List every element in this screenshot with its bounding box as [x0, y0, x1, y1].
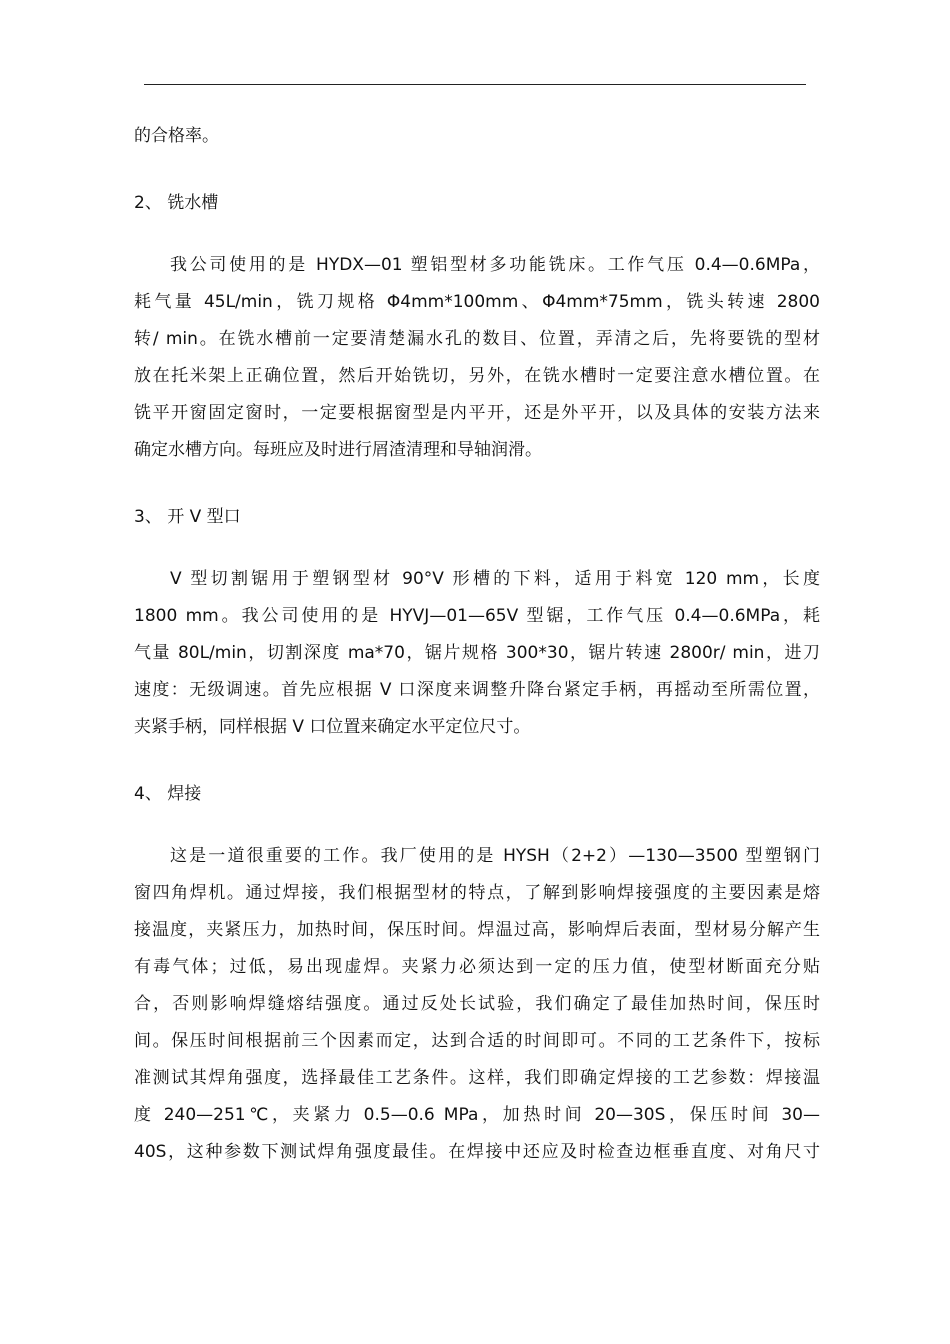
paragraph-line: 1800 mm。我公司使用的是 HYVJ—01—65V 型锯，工作气压 0.4—0.6MPa，耗	[134, 606, 820, 626]
intro-line: 的合格率。	[134, 126, 219, 146]
paragraph-line: 40S，这种参数下测试焊角强度最佳。在焊接中还应及时检查边框垂直度、对角尺寸	[134, 1142, 820, 1162]
section-4-heading: 4、 焊接	[134, 784, 202, 804]
paragraph-line: 窗四角焊机。通过焊接，我们根据型材的特点，了解到影响焊接强度的主要因素是熔	[134, 883, 820, 903]
paragraph-line: 速度：无级调速。首先应根据 V 口深度来调整升降台紧定手柄，再摇动至所需位置，	[134, 680, 820, 700]
paragraph-line: 间。保压时间根据前三个因素而定，达到合适的时间即可。不同的工艺条件下，按标	[134, 1031, 820, 1051]
paragraph-line: 夹紧手柄，同样根据 V 口位置来确定水平定位尺寸。	[134, 717, 531, 737]
paragraph-line: 铣平开窗固定窗时，一定要根据窗型是内平开，还是外平开，以及具体的安装方法来	[134, 403, 820, 423]
section-2-paragraph	[134, 247, 820, 469]
paragraph-line: 放在托米架上正确位置，然后开始铣切，另外，在铣水槽时一定要注意水槽位置。在	[134, 366, 820, 386]
header-rule	[144, 84, 806, 85]
paragraph-line: 这是一道很重要的工作。我厂使用的是 HYSH（2+2）—130—3500 型塑钢门	[170, 846, 820, 866]
paragraph-line: 接温度，夹紧压力，加热时间，保压时间。焊温过高，影响焊后表面，型材易分解产生	[134, 920, 820, 940]
paragraph-line: 耗气量 45L/min，铣刀规格 Φ4mm*100mm、Φ4mm*75mm，铣头转速 2800	[134, 292, 820, 312]
paragraph-line: 度 240—251℃，夹紧力 0.5—0.6 MPa，加热时间 20—30S，保压时间 30—	[134, 1105, 820, 1125]
paragraph-line: 气量 80L/min，切割深度 ma*70，锯片规格 300*30，锯片转速 2800r/ min，进刀	[134, 643, 820, 663]
document-body	[134, 118, 820, 1171]
paragraph-line: 合，否则影响焊缝熔结强度。通过反处长试验，我们确定了最佳加热时间，保压时	[134, 994, 820, 1014]
paragraph-line: 确定水槽方向。每班应及时进行屑渣清理和导轴润滑。	[134, 440, 542, 460]
paragraph-line: 转/ min。在铣水槽前一定要清楚漏水孔的数目、位置，弄清之后，先将要铣的型材	[134, 329, 820, 349]
section-3-heading: 3、 开 V 型口	[134, 507, 241, 527]
section-3-paragraph	[134, 561, 820, 746]
section-2-heading: 2、 铣水槽	[134, 193, 219, 213]
paragraph-line: 我公司使用的是 HYDX—01 塑铝型材多功能铣床。工作气压 0.4—0.6MPa，	[170, 255, 820, 275]
paragraph-line: V 型切割锯用于塑钢型材 90°V 形槽的下料，适用于料宽 120 mm，长度	[170, 569, 820, 589]
paragraph-line: 准测试其焊角强度，选择最佳工艺条件。这样，我们即确定焊接的工艺参数：焊接温	[134, 1068, 820, 1088]
section-4-paragraph	[134, 838, 820, 1171]
paragraph-line: 有毒气体；过低，易出现虚焊。夹紧力必须达到一定的压力值，使型材断面充分贴	[134, 957, 820, 977]
